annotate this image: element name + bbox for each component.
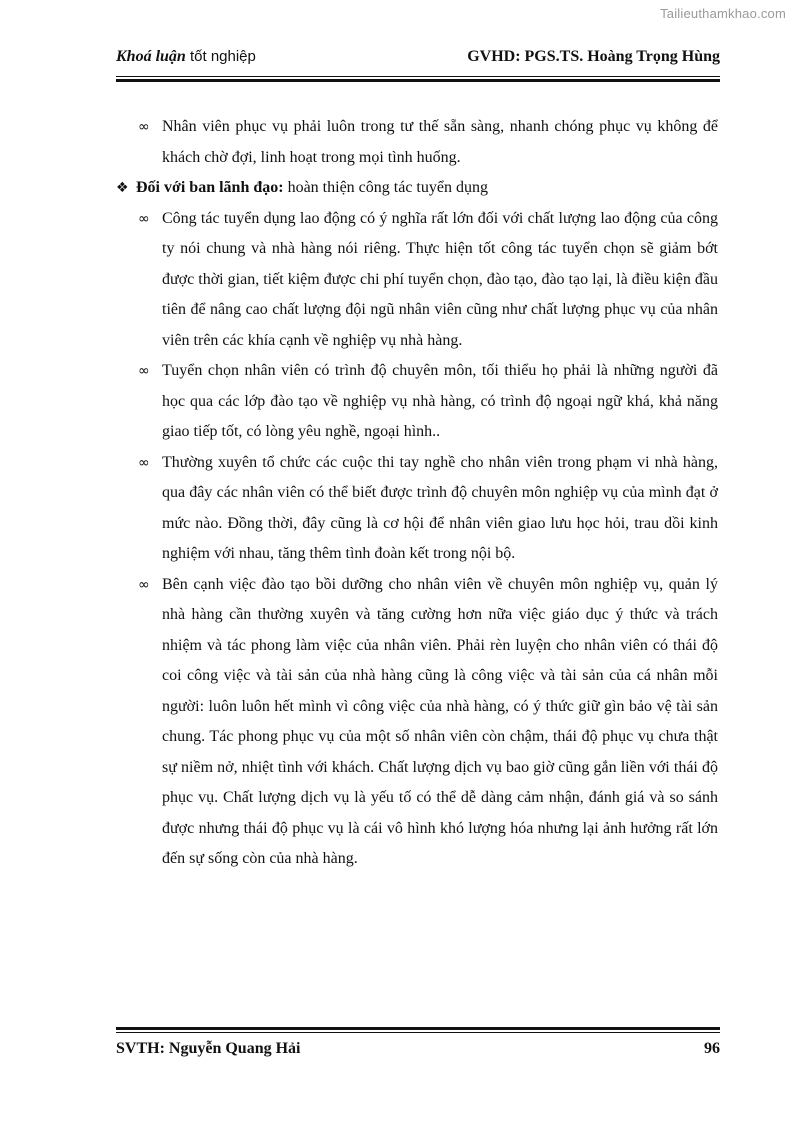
page-body (116, 112, 718, 875)
list-item (116, 204, 718, 357)
watermark: Tailieuthamkhao.com (660, 6, 786, 21)
paragraph-text: Công tác tuyển dụng lao động có ý nghĩa rất lớn đối với chất lượng lao động của công ty nói chung và nhà hàng nói riêng. Thực hiện tốt công tác tuyển chọn sẽ giảm bớt được thời gian, tiết kiệm được chi phí tuyển chọn, đào tạo, đào tạo lại, là điều kiện đầu tiên để nâng cao chất lượng đội ngũ nhân viên cũng như chất lượng phục vụ của nhân viên trên các khía cạnh về nghiệp vụ nhà hàng. (162, 209, 718, 349)
infinity-bullet-icon: ∞ (138, 576, 150, 593)
section-title: Đối với ban lãnh đạo: (136, 179, 284, 196)
list-item (116, 570, 718, 875)
footer-author: SVTH: Nguyễn Quang Hải (116, 1040, 301, 1057)
section-heading (116, 173, 718, 204)
diamond-bullet-icon: ❖ (116, 180, 129, 196)
page-number: 96 (704, 1040, 720, 1057)
section-subtitle: hoàn thiện công tác tuyển dụng (283, 179, 488, 196)
header-title (116, 48, 256, 66)
list-item (116, 112, 718, 173)
paragraph-text: Tuyển chọn nhân viên có trình độ chuyên môn, tối thiểu họ phải là những người đã học qua các lớp đào tạo về nghiệp vụ nhà hàng, có trình độ ngoại ngữ khá, khả năng giao tiếp tốt, có lòng yêu nghề, ngoại hình.. (162, 362, 718, 440)
header-title-italic: Khoá luận (116, 48, 186, 65)
header-title-rest: tốt nghiệp (185, 48, 256, 65)
infinity-bullet-icon: ∞ (138, 363, 150, 379)
list-item (116, 448, 718, 570)
list-item (116, 356, 718, 448)
infinity-bullet-icon: ∞ (138, 210, 150, 227)
page-header (116, 48, 720, 72)
paragraph-text: Thường xuyên tổ chức các cuộc thi tay nghề cho nhân viên trong phạm vi nhà hàng, qua đây các nhân viên có thể biết được trình độ chuyên môn nghiệp vụ của mình đạt ở mức nào. Đồng thời, đây cũng là cơ hội để nhân viên giao lưu học hỏi, trau dồi kinh nghiệm với nhau, tăng thêm tình đoàn kết trong nội bộ. (162, 453, 718, 562)
paragraph-text: Bên cạnh việc đào tạo bồi dưỡng cho nhân viên về chuyên môn nghiệp vụ, quản lý nhà hàng cần thường xuyên và tăng cường hơn nữa việc giáo dục ý thức và trách nhiệm và tác phong làm việc của nhân viên. Phải rèn luyện cho nhân viên có thái độ coi công việc và tài sản của nhà hàng cũng là công việc và tài sản của cá nhân mỗi người: luôn luôn hết mình vì công việc của nhà hàng, có ý thức giữ gìn bảo vệ tài sản chung. Tác phong phục vụ của một số nhân viên còn chậm, thái độ phục vụ chưa thật sự niềm nở, nhiệt tình với khách. Chất lượng dịch vụ bao giờ cũng gắn liền với thái độ phục vụ. Chất lượng dịch vụ là yếu tố có thể dễ dàng cảm nhận, đánh giá và so sánh được nhưng thái độ phục vụ là cái vô hình khó lượng hóa nhưng lại ảnh hưởng rất lớn đến sự sống còn của nhà hàng. (162, 575, 718, 867)
header-advisor: GVHD: PGS.TS. Hoàng Trọng Hùng (467, 48, 720, 65)
infinity-bullet-icon: ∞ (138, 454, 150, 471)
footer-divider (116, 1027, 720, 1033)
paragraph-text: Nhân viên phục vụ phải luôn trong tư thế sẵn sàng, nhanh chóng phục vụ không để khách chờ đợi, linh hoạt trong mọi tình huống. (162, 118, 718, 166)
header-divider (116, 76, 720, 82)
infinity-bullet-icon: ∞ (138, 119, 150, 135)
